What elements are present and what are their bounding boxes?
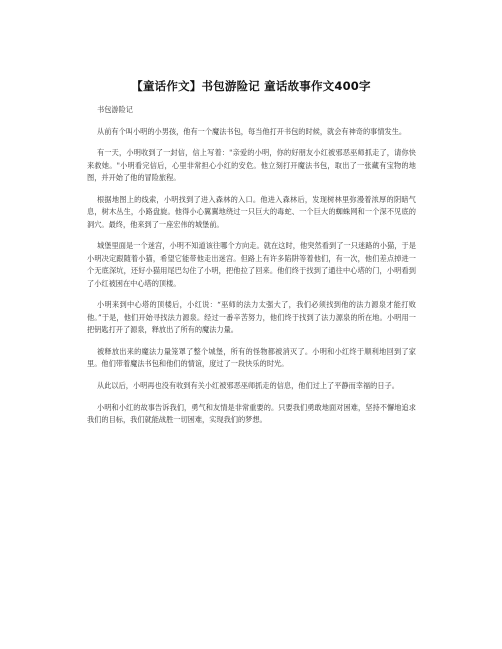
paragraph-8: 小明和小红的故事告诉我们，勇气和友情是非常重要的。只要我们勇敢地面对困难，坚持不懈地追求我们的目标，我们就能战胜一切困难，实现我们的梦想。 <box>87 402 416 425</box>
paragraph-7: 从此以后，小明再也没有收到有关小红被邪恶巫师抓走的信息，他们过上了平静而幸福的日子。 <box>97 380 399 390</box>
paragraph-4: 城堡里面是一个迷宫，小明不知道该往哪个方向走。就在这时，他突然看到了一只迷路的小猫，于是小明决定跟随着小猫，希望它能带他走出迷宫。但路上有许多陷阱等着他们，有一次，他们差点掉进一个无底深坑，还好小猫用尾巴勾住了小明，把他拉了回来。他们终于找到了通往中心塔的门，小明看到了小红被困在中心塔的顶楼。 <box>87 241 416 288</box>
document-title: 【童话作文】书包游险记 童话故事作文400字 <box>131 79 371 93</box>
paragraph-6: 被释放出来的魔法力量笼罩了整个城堡，所有的怪物都被消灭了。小明和小红终于顺利地回到了家里。他们带着魔法书包和他们的情谊，度过了一段快乐的时光。 <box>87 346 416 369</box>
paragraph-2: 有一天，小明收到了一封信，信上写着："亲爱的小明，你的好朋友小红被邪恶巫师抓走了，请你快来救她。"小明看完信后，心里非常担心小红的安危。他立刻打开魔法书包，取出了一张藏有宝物的地图，并开始了他的冒险旅程。 <box>87 148 416 183</box>
paragraph-1: 从前有个叫小明的小男孩，他有一个魔法书包，每当他打开书包的时候，就会有神奇的事情发生。 <box>97 126 407 136</box>
paragraph-5: 小明来到中心塔的顶楼后，小红说：“巫师的法力太强大了，我们必须找到他的法力源泉才能打败他。”于是，他们开始寻找法力源泉。经过一番辛苦努力，他们终于找到了法力源泉的所在地。小明用一把钥匙打开了源泉，释放出了所有的魔法力量。 <box>87 300 416 335</box>
document-body <box>87 104 416 436</box>
document-subtitle: 书包游险记 <box>97 105 133 114</box>
paragraph-3: 根据地图上的线索，小明找到了进入森林的入口。他进入森林后，发现树林里弥漫着浓厚的阴暗气息，树木丛生，小路盘旋。他得小心翼翼地绕过一只巨大的毒蛇、一个巨大的蜘蛛网和一个深不见底的洞穴。最终，他来到了一座宏伟的城堡前。 <box>87 194 416 229</box>
